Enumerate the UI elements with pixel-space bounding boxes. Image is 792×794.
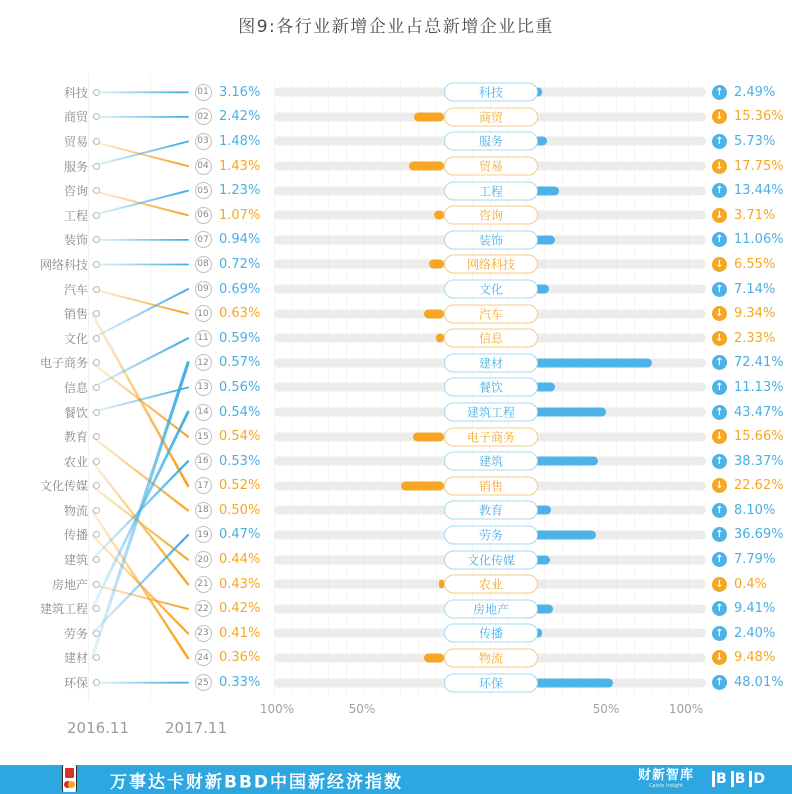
change-value: 15.66% <box>734 429 784 445</box>
rank-share-value: 0.36% <box>219 650 261 666</box>
trend-down-icon: ↓ <box>712 306 727 321</box>
industry-label-2016: 房地产 <box>51 577 88 592</box>
change-value: 8.10% <box>734 502 776 518</box>
rank-share-value: 0.50% <box>219 502 261 518</box>
industry-dot <box>93 89 100 96</box>
change-value: 48.01% <box>734 675 784 691</box>
period-2017: 2017.11 <box>164 719 228 737</box>
rank-badge: 21 <box>195 576 212 593</box>
industry-dot <box>93 679 100 686</box>
industry-dot <box>93 482 100 489</box>
chart-row <box>0 474 792 499</box>
chart-row <box>0 351 792 376</box>
axis-tick-label: 50% <box>592 702 620 716</box>
trend-down-icon: ↓ <box>712 650 727 665</box>
change-bar <box>534 408 606 417</box>
industry-pill-2017: 科技 <box>444 83 538 102</box>
rank-share-value: 0.33% <box>219 675 261 691</box>
rank-share-value: 0.54% <box>219 404 261 420</box>
change-bar <box>534 457 598 466</box>
industry-label-2016: 工程 <box>63 208 88 223</box>
industry-dot <box>93 335 100 342</box>
industry-label-2016: 科技 <box>63 85 88 100</box>
chart-row <box>0 80 792 105</box>
rank-badge: 01 <box>195 84 212 101</box>
caixin-insight-logo: 财新智库 Caixin Insight <box>637 768 694 789</box>
rank-badge: 22 <box>195 600 212 617</box>
chart-rows <box>0 80 792 695</box>
industry-pill-2017: 咨询 <box>444 206 538 225</box>
change-bar <box>413 432 444 441</box>
rank-share-value: 0.63% <box>219 306 261 322</box>
change-bar <box>429 260 444 269</box>
industry-dot <box>93 507 100 514</box>
change-value: 13.44% <box>734 183 784 199</box>
industry-pill-2017: 建筑工程 <box>444 403 538 422</box>
chart-title: 图9:各行业新增企业占总新增企业比重 <box>238 17 554 37</box>
industry-dot <box>93 384 100 391</box>
rank-badge: 23 <box>195 625 212 642</box>
trend-down-icon: ↓ <box>712 577 727 592</box>
industry-label-2016: 贸易 <box>63 134 88 149</box>
industry-pill-2017: 物流 <box>444 648 538 667</box>
industry-pill-2017: 商贸 <box>444 107 538 126</box>
chart-row <box>0 203 792 228</box>
rank-badge: 14 <box>195 404 212 421</box>
trend-up-icon: ↑ <box>712 85 727 100</box>
change-bar <box>534 678 613 687</box>
chart-row <box>0 547 792 572</box>
change-value: 3.71% <box>734 207 776 223</box>
rank-badge: 25 <box>195 674 212 691</box>
industry-pill-2017: 餐饮 <box>444 378 538 397</box>
rank-share-value: 2.42% <box>219 109 261 125</box>
change-value: 72.41% <box>734 355 784 371</box>
footer-title: 万事达卡财新BBD中国新经济指数 <box>110 772 404 792</box>
mastercard-circles-icon <box>64 781 75 788</box>
change-value: 11.13% <box>734 379 784 395</box>
rank-badge: 24 <box>195 649 212 666</box>
change-value: 2.33% <box>734 330 776 346</box>
x-axis <box>259 702 706 716</box>
industry-label-2016: 建筑 <box>63 553 88 568</box>
industry-pill-2017: 网络科技 <box>444 255 538 274</box>
industry-pill-2017: 文化 <box>444 280 538 299</box>
chart-row <box>0 154 792 179</box>
chart-row <box>0 424 792 449</box>
chart-row <box>0 646 792 671</box>
rank-badge: 12 <box>195 354 212 371</box>
trend-up-icon: ↑ <box>712 527 727 542</box>
rank-badge: 15 <box>195 428 212 445</box>
rank-share-value: 0.54% <box>219 429 261 445</box>
industry-dot <box>93 359 100 366</box>
change-bar <box>436 334 444 343</box>
bbd-logo-letter: D <box>749 771 765 787</box>
trend-up-icon: ↑ <box>712 380 727 395</box>
chart-row <box>0 178 792 203</box>
rank-badge: 10 <box>195 305 212 322</box>
rank-share-value: 1.43% <box>219 158 261 174</box>
bbd-logo-letter: B <box>712 771 727 787</box>
industry-label-2016: 文化传媒 <box>39 479 88 494</box>
industry-pill-2017: 农业 <box>444 575 538 594</box>
industry-pill-2017: 电子商务 <box>444 427 538 446</box>
industry-label-2016: 网络科技 <box>39 257 88 272</box>
rank-badge: 07 <box>195 231 212 248</box>
trend-up-icon: ↑ <box>712 183 727 198</box>
industry-label-2016: 建筑工程 <box>39 602 88 617</box>
axis-tick-label: 100% <box>668 702 704 716</box>
change-value: 6.55% <box>734 256 776 272</box>
change-bar <box>534 530 596 539</box>
industry-label-2016: 文化 <box>63 331 88 346</box>
change-value: 7.79% <box>734 552 776 568</box>
rank-badge: 02 <box>195 108 212 125</box>
footer-bar <box>0 765 792 794</box>
chart-row <box>0 326 792 351</box>
rank-share-value: 3.16% <box>219 84 261 100</box>
chart-row <box>0 129 792 154</box>
industry-label-2016: 传播 <box>63 528 88 543</box>
rank-share-value: 0.41% <box>219 625 261 641</box>
rank-badge: 17 <box>195 477 212 494</box>
industry-dot <box>93 113 100 120</box>
change-bar <box>414 112 444 121</box>
rank-share-value: 0.72% <box>219 256 261 272</box>
industry-label-2016: 汽车 <box>63 282 88 297</box>
chart-row <box>0 228 792 253</box>
industry-label-2016: 教育 <box>63 430 88 445</box>
industry-label-2016: 电子商务 <box>39 356 88 371</box>
industry-pill-2017: 贸易 <box>444 157 538 176</box>
industry-label-2016: 劳务 <box>63 626 88 641</box>
chart-row <box>0 523 792 548</box>
industry-dot <box>93 630 100 637</box>
rank-share-value: 0.47% <box>219 527 261 543</box>
industry-dot <box>93 138 100 145</box>
industry-label-2016: 信息 <box>63 380 88 395</box>
industry-dot <box>93 236 100 243</box>
trend-up-icon: ↑ <box>712 282 727 297</box>
industry-label-2016: 环保 <box>63 676 88 691</box>
trend-down-icon: ↓ <box>712 159 727 174</box>
rank-share-value: 0.57% <box>219 355 261 371</box>
rank-badge: 05 <box>195 182 212 199</box>
chart-row <box>0 596 792 621</box>
rank-badge: 20 <box>195 551 212 568</box>
rank-badge: 16 <box>195 453 212 470</box>
change-value: 5.73% <box>734 133 776 149</box>
industry-label-2016: 农业 <box>63 454 88 469</box>
industry-label-2016: 服务 <box>63 159 88 174</box>
rank-share-value: 0.42% <box>219 601 261 617</box>
chart-row <box>0 252 792 277</box>
industry-dot <box>93 187 100 194</box>
change-bar <box>424 653 444 662</box>
industry-pill-2017: 文化传媒 <box>444 550 538 569</box>
trend-down-icon: ↓ <box>712 331 727 346</box>
rank-badge: 13 <box>195 379 212 396</box>
logo-red-square <box>65 768 74 778</box>
trend-up-icon: ↑ <box>712 405 727 420</box>
rank-badge: 11 <box>195 330 212 347</box>
chart-row <box>0 621 792 646</box>
trend-down-icon: ↓ <box>712 429 727 444</box>
rank-badge: 04 <box>195 158 212 175</box>
rank-badge: 18 <box>195 502 212 519</box>
mastercard-caixin-logo <box>62 765 77 792</box>
rank-badge: 03 <box>195 133 212 150</box>
rank-badge: 09 <box>195 281 212 298</box>
industry-label-2016: 装饰 <box>63 233 88 248</box>
industry-pill-2017: 装饰 <box>444 230 538 249</box>
industry-dot <box>93 531 100 538</box>
industry-dot <box>93 286 100 293</box>
change-bar <box>401 481 444 490</box>
change-value: 0.4% <box>734 576 768 592</box>
trend-up-icon: ↑ <box>712 503 727 518</box>
change-value: 9.34% <box>734 306 776 322</box>
rank-share-value: 1.07% <box>219 207 261 223</box>
rank-share-value: 0.44% <box>219 552 261 568</box>
industry-dot <box>93 261 100 268</box>
rank-share-value: 0.59% <box>219 330 261 346</box>
trend-up-icon: ↑ <box>712 552 727 567</box>
industry-dot <box>93 310 100 317</box>
rank-badge: 19 <box>195 526 212 543</box>
industry-pill-2017: 建材 <box>444 353 538 372</box>
industry-pill-2017: 汽车 <box>444 304 538 323</box>
rank-share-value: 1.23% <box>219 183 261 199</box>
industry-pill-2017: 信息 <box>444 329 538 348</box>
chart-row <box>0 400 792 425</box>
chart-row <box>0 105 792 130</box>
bbd-logo <box>708 771 765 787</box>
industry-dot <box>93 581 100 588</box>
trend-down-icon: ↓ <box>712 109 727 124</box>
industry-pill-2017: 工程 <box>444 181 538 200</box>
change-bar <box>409 162 444 171</box>
change-value: 9.41% <box>734 601 776 617</box>
period-2016: 2016.11 <box>66 719 130 737</box>
industry-pill-2017: 服务 <box>444 132 538 151</box>
industry-pill-2017: 劳务 <box>444 525 538 544</box>
industry-pill-2017: 环保 <box>444 673 538 692</box>
chart-row <box>0 375 792 400</box>
industry-label-2016: 物流 <box>63 503 88 518</box>
industry-label-2016: 餐饮 <box>63 405 88 420</box>
trend-up-icon: ↑ <box>712 601 727 616</box>
change-value: 11.06% <box>734 232 784 248</box>
chart-row <box>0 670 792 695</box>
change-value: 15.36% <box>734 109 784 125</box>
trend-down-icon: ↓ <box>712 208 727 223</box>
chart-row <box>0 572 792 597</box>
bbd-logo-letter: B <box>731 771 746 787</box>
chart-row <box>0 301 792 326</box>
trend-down-icon: ↓ <box>712 478 727 493</box>
change-value: 2.40% <box>734 625 776 641</box>
rank-share-value: 1.48% <box>219 133 261 149</box>
change-value: 7.14% <box>734 281 776 297</box>
trend-up-icon: ↑ <box>712 675 727 690</box>
industry-dot <box>93 458 100 465</box>
trend-up-icon: ↑ <box>712 355 727 370</box>
chart-row <box>0 277 792 302</box>
rank-share-value: 0.69% <box>219 281 261 297</box>
axis-tick-label: 100% <box>259 702 295 716</box>
industry-dot <box>93 433 100 440</box>
rank-share-value: 0.94% <box>219 232 261 248</box>
trend-up-icon: ↑ <box>712 134 727 149</box>
change-value: 22.62% <box>734 478 784 494</box>
change-value: 38.37% <box>734 453 784 469</box>
change-bar <box>534 358 652 367</box>
rank-badge: 08 <box>195 256 212 273</box>
change-value: 36.69% <box>734 527 784 543</box>
slope-bar-chart <box>0 80 792 695</box>
trend-up-icon: ↑ <box>712 626 727 641</box>
change-value: 2.49% <box>734 84 776 100</box>
industry-dot <box>93 605 100 612</box>
industry-label-2016: 建材 <box>63 651 88 666</box>
rank-share-value: 0.52% <box>219 478 261 494</box>
change-value: 17.75% <box>734 158 784 174</box>
trend-up-icon: ↑ <box>712 454 727 469</box>
chart-row <box>0 449 792 474</box>
change-bar <box>424 309 444 318</box>
industry-label-2016: 咨询 <box>63 184 88 199</box>
rank-share-value: 0.56% <box>219 379 261 395</box>
industry-dot <box>93 556 100 563</box>
industry-label-2016: 销售 <box>63 307 88 322</box>
industry-dot <box>93 212 100 219</box>
change-value: 9.48% <box>734 650 776 666</box>
industry-dot <box>93 654 100 661</box>
industry-dot <box>93 163 100 170</box>
trend-down-icon: ↓ <box>712 257 727 272</box>
rank-badge: 06 <box>195 207 212 224</box>
axis-tick-label: 50% <box>348 702 376 716</box>
industry-pill-2017: 房地产 <box>444 599 538 618</box>
industry-pill-2017: 教育 <box>444 501 538 520</box>
chart-row <box>0 498 792 523</box>
industry-label-2016: 商贸 <box>63 110 88 125</box>
change-value: 43.47% <box>734 404 784 420</box>
industry-pill-2017: 传播 <box>444 624 538 643</box>
trend-up-icon: ↑ <box>712 232 727 247</box>
rank-share-value: 0.43% <box>219 576 261 592</box>
industry-dot <box>93 409 100 416</box>
rank-share-value: 0.53% <box>219 453 261 469</box>
industry-pill-2017: 销售 <box>444 476 538 495</box>
industry-pill-2017: 建筑 <box>444 452 538 471</box>
